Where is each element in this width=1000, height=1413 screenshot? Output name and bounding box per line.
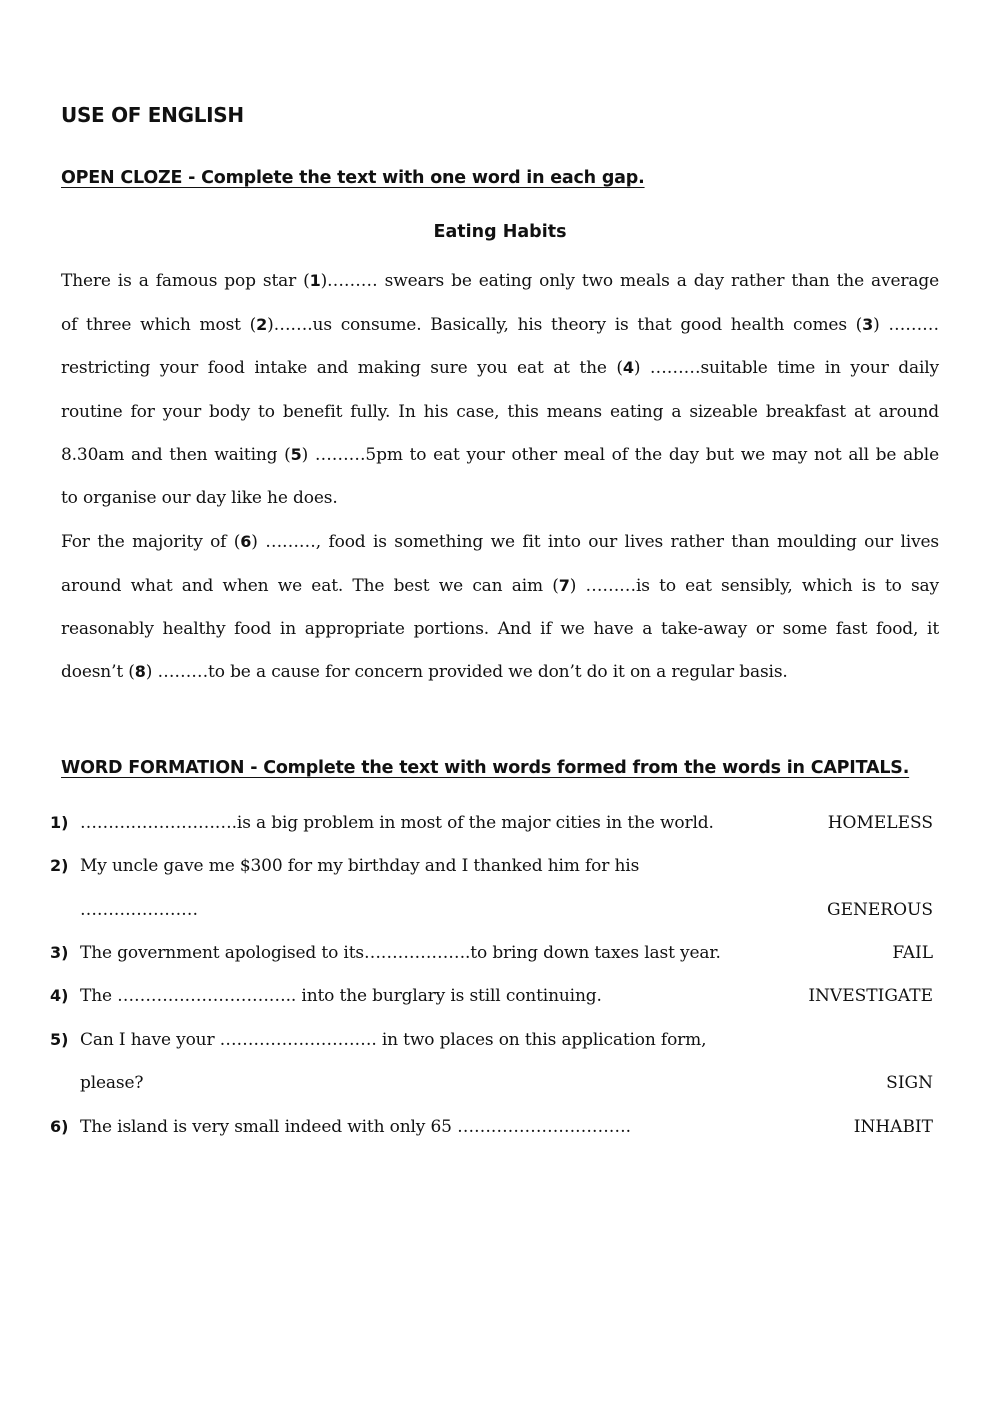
item-sentence-continuation: ………………… [80, 900, 198, 920]
item-sentence: The island is very small indeed with only 65 …………………………. [80, 1117, 631, 1137]
item-keyword: FAIL [892, 943, 933, 963]
item-keyword: INHABIT [853, 1117, 933, 1137]
open-cloze-heading: OPEN CLOZE - Complete the text with one word in each gap. [61, 168, 645, 188]
gap-number: 8 [134, 662, 146, 681]
item-number: 3) [50, 943, 69, 962]
item-keyword: HOMELESS [827, 813, 933, 833]
document-title: USE OF ENGLISH [61, 103, 244, 127]
item-keyword: GENEROUS [827, 900, 933, 920]
item-number: 5) [50, 1030, 69, 1049]
item-keyword: INVESTIGATE [808, 986, 933, 1006]
gap-number: 2 [256, 315, 268, 334]
item-number: 2) [50, 856, 69, 875]
gap-number: 1 [309, 271, 321, 290]
passage-line: to organise our day like he does. [61, 488, 338, 508]
item-sentence-continuation: please? [80, 1073, 144, 1093]
item-sentence: The government apologised to its……………….to bring down taxes last year. [80, 943, 721, 963]
gap-number: 3 [862, 315, 874, 334]
passage-line: doesn’t (8) ………to be a cause for concern provided we don’t do it on a regular basis. [61, 662, 788, 682]
passage-line: 8.30am and then waiting (5) ………5pm to eat your other meal of the day but we may not all be able [61, 445, 939, 465]
item-sentence: Can I have your ………………………. in two places on this application form, [80, 1030, 707, 1050]
item-keyword: SIGN [886, 1073, 933, 1093]
passage-line: routine for your body to benefit fully. In his case, this means eating a sizeable breakfast at around [61, 402, 939, 422]
passage-line: of three which most (2)…….us consume. Basically, his theory is that good health comes (3) ……… [61, 315, 939, 335]
passage-line: reasonably healthy food in appropriate portions. And if we have a take-away or some fast food, it [61, 619, 939, 639]
word-formation-heading: WORD FORMATION - Complete the text with words formed from the words in CAPITALS. [61, 758, 910, 778]
gap-number: 7 [558, 576, 570, 595]
item-sentence: The ………………………….. into the burglary is still continuing. [80, 986, 602, 1006]
item-sentence: ……………………….is a big problem in most of the major cities in the world. [80, 813, 714, 833]
item-number: 1) [50, 813, 69, 832]
passage-line: There is a famous pop star (1)……… swears be eating only two meals a day rather than the average [61, 271, 939, 291]
gap-number: 4 [622, 358, 634, 377]
gap-number: 5 [290, 445, 302, 464]
gap-number: 6 [240, 532, 252, 551]
passage-line: For the majority of (6) ………, food is something we fit into our lives rather than moulding our lives [61, 532, 940, 552]
item-number: 4) [50, 986, 69, 1005]
passage-line: restricting your food intake and making sure you eat at the (4) ………suitable time in your daily [61, 358, 939, 378]
item-sentence: My uncle gave me $300 for my birthday and I thanked him for his [80, 856, 640, 876]
passage-title: Eating Habits [433, 222, 567, 242]
passage-line: around what and when we eat. The best we can aim (7) ………is to eat sensibly, which is to say [61, 576, 939, 596]
item-number: 6) [50, 1117, 69, 1136]
